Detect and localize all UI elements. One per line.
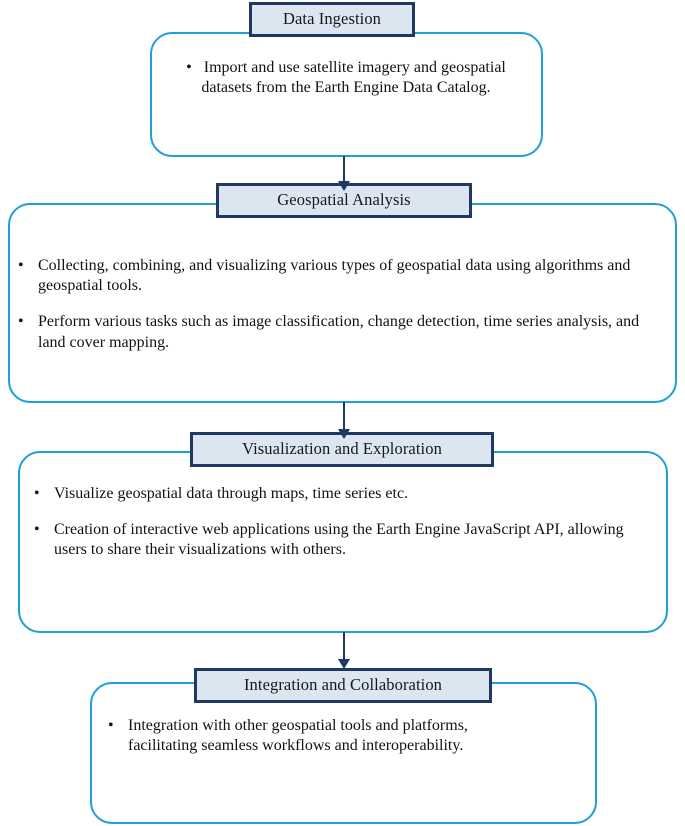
list-item-text: • Import and use satellite imagery and geospatial datasets from the Earth Engine Data Catalog. — [186, 59, 506, 96]
connector-arrow-3 — [337, 632, 351, 669]
connector-shaft — [343, 632, 345, 660]
list-item — [34, 484, 644, 504]
stage-header-integration-and-collaboration — [194, 668, 492, 703]
stage-title-label: Integration and Collaboration — [243, 675, 443, 695]
stage-bullets-geospatial-analysis — [18, 256, 658, 353]
connector-shaft — [343, 156, 345, 182]
connector-arrow-1 — [337, 156, 351, 191]
stage-bullets-data-ingestion — [166, 58, 526, 99]
list-item — [108, 716, 528, 757]
list-item-text: Integration with other geospatial tools and platforms, facilitating seamless workflows and interoperability. — [128, 717, 468, 755]
list-item — [34, 520, 644, 561]
stage-title-label: Data Ingestion — [282, 9, 382, 29]
arrowhead-icon — [338, 429, 350, 439]
arrowhead-icon — [338, 181, 350, 191]
bullet-marker: • — [18, 313, 24, 331]
list-item-text: Perform various tasks such as image classification, change detection, time series analysis, and land cover mapping. — [38, 313, 640, 351]
bullet-marker: • — [18, 257, 24, 274]
list-item-text: Creation of interactive web applications using the Earth Engine JavaScript API, allowing users to share their visualizations with others. — [54, 520, 624, 559]
list-item — [18, 256, 658, 297]
list-item — [166, 58, 526, 99]
stage-bullets-integration-and-collaboration — [108, 716, 528, 757]
bullet-marker: • — [34, 520, 40, 538]
stage-title-label: Geospatial Analysis — [277, 190, 411, 210]
stage-bullets-visualization-and-exploration — [34, 484, 644, 561]
list-item-text: Collecting, combining, and visualizing various types of geospatial data using algorithms and geospatial tools. — [38, 257, 631, 295]
stage-title-label: Visualization and Exploration — [242, 439, 442, 459]
arrowhead-icon — [338, 659, 350, 669]
bullet-marker: • — [34, 485, 40, 502]
connector-arrow-2 — [337, 402, 351, 439]
list-item-text: Visualize geospatial data through maps, time series etc. — [54, 485, 409, 502]
stage-header-data-ingestion — [249, 2, 415, 37]
list-item — [18, 312, 658, 353]
connector-shaft — [343, 402, 345, 430]
bullet-marker: • — [108, 717, 114, 734]
